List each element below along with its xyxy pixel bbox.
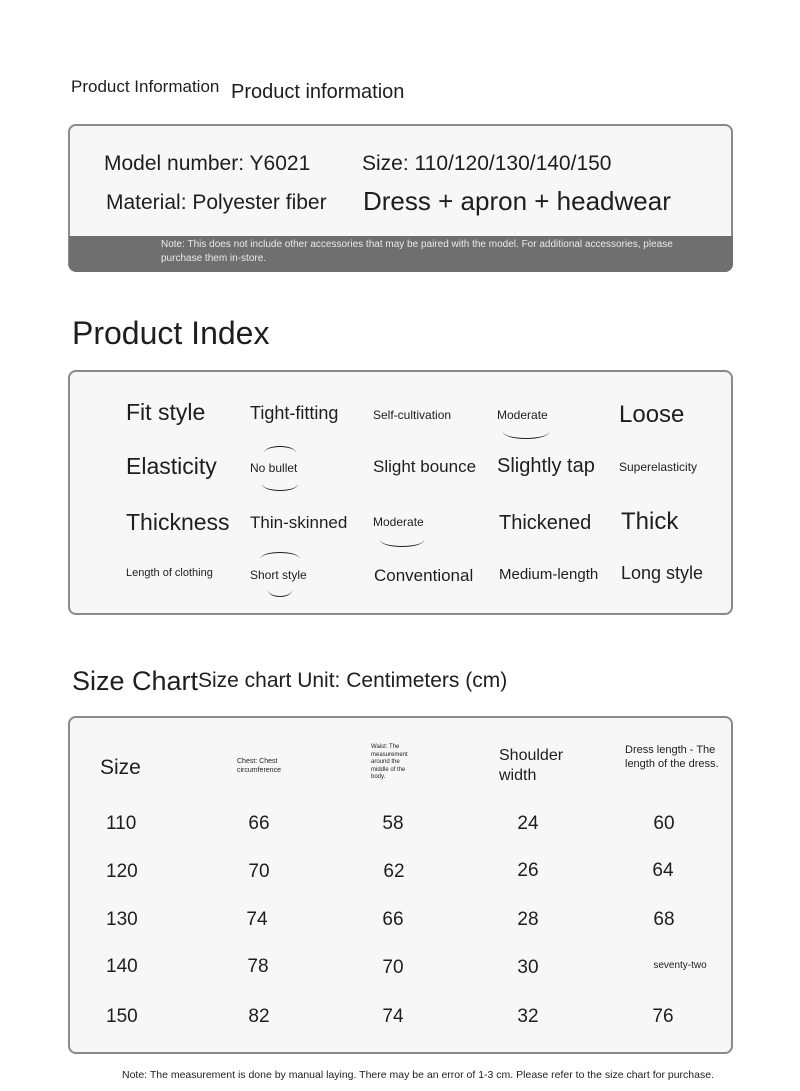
header-size: Size (100, 756, 141, 779)
table-cell: 82 (248, 1006, 270, 1027)
table-cell: 70 (382, 957, 404, 978)
index-option-selected: Moderate (373, 515, 424, 529)
table-cell: 78 (247, 956, 269, 977)
index-label-elasticity: Elasticity (126, 453, 217, 479)
index-option: Superelasticity (619, 460, 698, 474)
header-dress-length: Dress length - The length of the dress. (625, 744, 719, 770)
index-option: Medium-length (499, 566, 599, 583)
table-cell: 66 (382, 909, 404, 930)
accessories-note: Note: This does not include other accessories that may be paired with the model. For additional accessories, please purchase them in-store. (161, 239, 673, 264)
index-option: Long style (621, 563, 704, 583)
set-contents: Dress + apron + headwear (363, 186, 671, 216)
product-index-title: Product Index (72, 315, 270, 351)
header-waist: Waist: The measurement around the middle of the body. (371, 744, 408, 780)
table-cell: 120 (106, 861, 138, 882)
index-option: Slightly tap (497, 455, 595, 477)
index-option: Conventional (374, 566, 474, 585)
table-cell: 26 (517, 860, 539, 881)
table-cell: 76 (652, 1006, 674, 1027)
size-chart-subtitle: Size chart Unit: Centimeters (cm) (198, 669, 508, 692)
selection-arc-top (264, 446, 296, 453)
model-number: Model number: Y6021 (104, 152, 311, 175)
table-cell: 70 (248, 861, 270, 882)
table-cell: 74 (246, 909, 268, 930)
index-option-selected: Short style (250, 568, 307, 582)
table-cell: 24 (517, 813, 539, 834)
table-cell: 110 (106, 813, 137, 834)
table-cell: 30 (517, 957, 539, 978)
selection-arc-top (500, 399, 548, 406)
index-option-selected: Moderate (497, 408, 548, 422)
table-cell: 28 (517, 909, 539, 930)
material: Material: Polyester fiber (106, 191, 327, 214)
section-title: Product information (231, 81, 405, 103)
table-cell: seventy-two (653, 960, 707, 971)
size-chart-title: Size Chart (72, 666, 199, 696)
index-option: Slight bounce (373, 457, 477, 476)
header-shoulder: Shoulder width (499, 747, 564, 784)
table-cell: 66 (248, 813, 270, 834)
table-cell: 32 (517, 1006, 539, 1027)
header-chest: Chest: Chest circumference (237, 758, 281, 774)
index-label-thickness: Thickness (126, 509, 230, 535)
measurement-footnote: Note: The measurement is done by manual laying. There may be an error of 1-3 cm. Please refer to the size chart for purchase. (122, 1069, 714, 1081)
table-cell: 150 (106, 1006, 138, 1027)
section-title-small: Product Information (71, 77, 220, 96)
index-option: Loose (619, 401, 685, 428)
table-cell: 130 (106, 909, 138, 930)
index-option: Thick (621, 508, 679, 535)
table-cell: 60 (653, 813, 675, 834)
index-option: Self-cultivation (373, 408, 452, 422)
size-range: Size: 110/120/130/140/150 (362, 152, 612, 175)
index-option: Tight-fitting (250, 403, 339, 423)
table-cell: 62 (383, 861, 405, 882)
index-option: Thickened (499, 512, 592, 534)
index-option-selected: No bullet (250, 461, 298, 475)
table-cell: 58 (382, 813, 404, 834)
table-cell: 74 (382, 1006, 404, 1027)
table-cell: 68 (653, 909, 675, 930)
index-label-fit: Fit style (126, 399, 206, 425)
table-cell: 64 (652, 860, 674, 881)
index-option: Thin-skinned (250, 513, 348, 532)
selection-arc-top (260, 552, 300, 559)
table-cell: 140 (106, 956, 138, 977)
index-label-length: Length of clothing (126, 567, 213, 579)
